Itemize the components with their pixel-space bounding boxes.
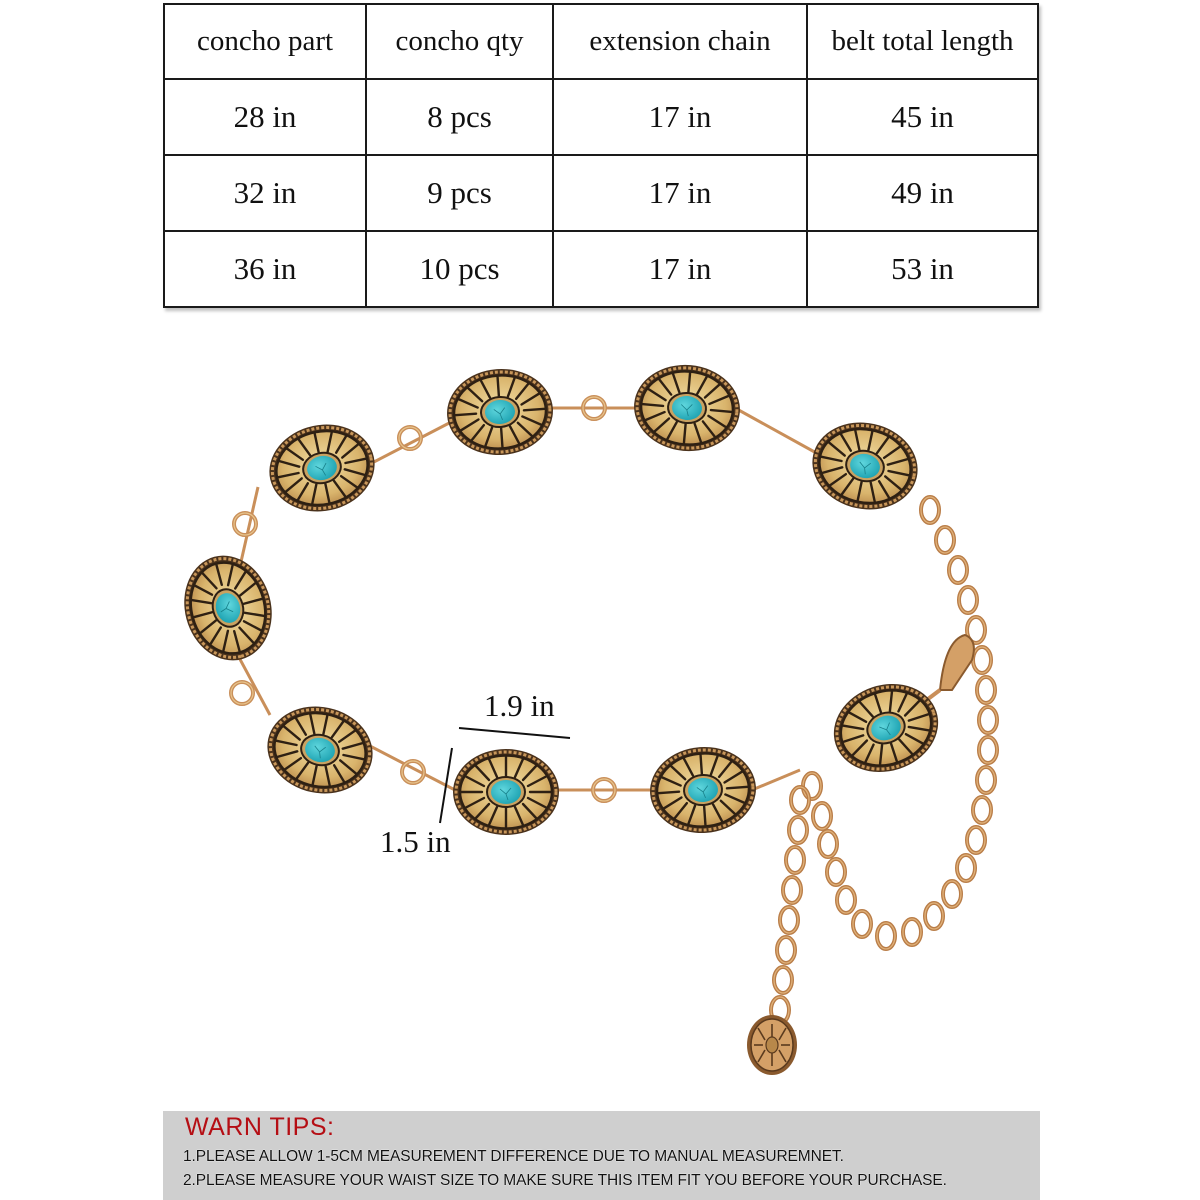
concho-belt-image	[0, 330, 1200, 1110]
table-row	[164, 155, 1038, 231]
concho-4	[261, 415, 383, 521]
cell-concho-qty: 9 pcs	[366, 155, 553, 231]
cell-concho-qty: 8 pcs	[366, 79, 553, 155]
warn-tip-1: 1.PLEASE ALLOW 1-5CM MEASUREMENT DIFFERENCE DUE TO MANUAL MEASUREMNET.	[183, 1148, 844, 1165]
cell-concho-part: 36 in	[164, 231, 366, 307]
concho-5	[173, 546, 284, 671]
table-row	[164, 231, 1038, 307]
header-concho-qty: concho qty	[366, 4, 553, 79]
warn-tip-2: 2.PLEASE MEASURE YOUR WAIST SIZE TO MAKE SURE THIS ITEM FIT YOU BEFORE YOUR PURCHASE.	[183, 1172, 947, 1189]
cell-extension-chain: 17 in	[553, 79, 807, 155]
lobster-clasp-icon	[920, 635, 974, 705]
warn-tips-title: WARN TIPS:	[185, 1113, 335, 1141]
table-row	[164, 79, 1038, 155]
size-table	[163, 3, 1039, 308]
width-dimension-label: 1.9 in	[484, 688, 555, 723]
concho-9	[822, 671, 949, 786]
header-belt-total-length: belt total length	[807, 4, 1038, 79]
concho-8	[647, 743, 759, 836]
concho-1	[444, 365, 556, 458]
concho-6	[259, 697, 381, 803]
cell-concho-qty: 10 pcs	[366, 231, 553, 307]
cell-extension-chain: 17 in	[553, 231, 807, 307]
concho-7	[453, 749, 559, 835]
concho-3	[804, 413, 926, 519]
height-dimension-line	[440, 748, 452, 823]
cell-belt-total-length: 45 in	[807, 79, 1038, 155]
cell-belt-total-length: 49 in	[807, 155, 1038, 231]
warn-tips-panel	[163, 1111, 1040, 1200]
end-charm-icon	[747, 1015, 797, 1075]
concho-2	[630, 361, 743, 456]
width-dimension-line	[459, 728, 570, 738]
header-extension-chain: extension chain	[553, 4, 807, 79]
header-concho-part: concho part	[164, 4, 366, 79]
cell-extension-chain: 17 in	[553, 155, 807, 231]
cell-concho-part: 32 in	[164, 155, 366, 231]
cell-belt-total-length: 53 in	[807, 231, 1038, 307]
height-dimension-label: 1.5 in	[380, 824, 451, 859]
table-header-row	[164, 4, 1038, 79]
cell-concho-part: 28 in	[164, 79, 366, 155]
